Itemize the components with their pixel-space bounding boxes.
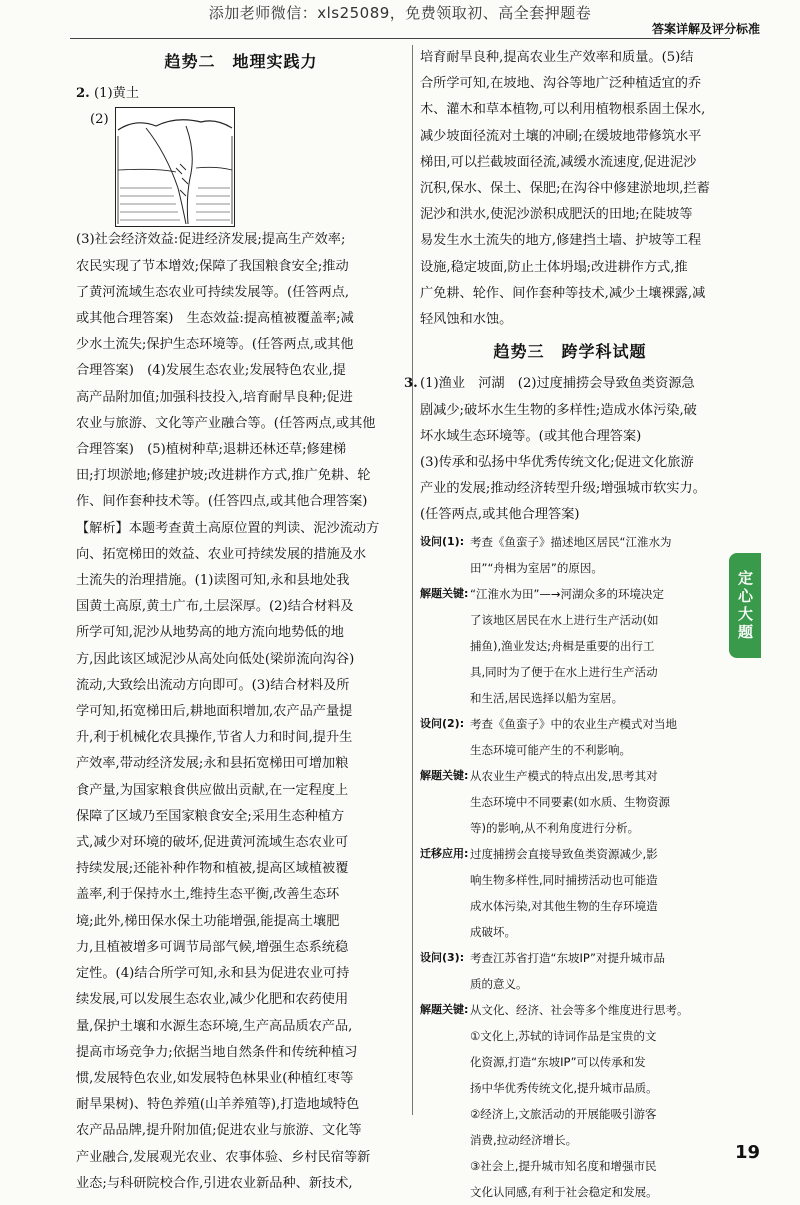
left-text-line: 境;此外,梯田保水保土功能增强,能提高土壤肥 bbox=[76, 913, 340, 929]
note-line: 成水体污染,对其他生物的生存环境造 bbox=[470, 898, 658, 913]
left-text-line: 式,减少对环境的破坏,促进黄河流域生态农业可 bbox=[76, 835, 349, 851]
note-body bbox=[470, 841, 720, 945]
note-label: 设问(2): bbox=[420, 716, 465, 730]
header-title: 答案详解及评分标准 bbox=[651, 22, 760, 36]
note-line: 了该地区居民在水上进行生产活动(如 bbox=[470, 612, 659, 627]
note-label: 解题关键: bbox=[420, 768, 469, 782]
note-body bbox=[470, 581, 720, 711]
q3-text-line: 剧减少;破坏水生生物的多样性;造成水体污染,破 bbox=[420, 402, 697, 418]
left-text-line: 流动,大致绘出流动方向即可。(3)结合材料及所 bbox=[76, 677, 350, 693]
left-text-line: 少水土流失;保护生态环境等。(任答两点,或其他 bbox=[76, 337, 354, 353]
right-text-line: 轻风蚀和水蚀。 bbox=[420, 312, 513, 328]
left-text-line: 惯,发展特色农业,如发展特色林果业(种植红枣等 bbox=[76, 1070, 354, 1086]
note-line: ②经济上,文旅活动的开展能吸引游客 bbox=[470, 1106, 657, 1121]
left-text-line: 方,因此该区域泥沙从高处向低处(梁峁流向沟谷) bbox=[76, 651, 355, 667]
q3-block bbox=[404, 371, 720, 528]
note-block bbox=[420, 581, 720, 711]
note-label: 迁移应用: bbox=[420, 846, 469, 860]
note-line: 扬中华优秀传统文化,提升城市品质。 bbox=[470, 1080, 658, 1095]
note-line: 和生活,居民选择以船为室居。 bbox=[470, 690, 624, 705]
left-text-line: 盖率,利于保持水土,维持生态平衡,改善生态环 bbox=[76, 887, 340, 903]
left-column bbox=[76, 45, 406, 1197]
left-text-line: 续发展,可以发展生态农业,减少化肥和农药使用 bbox=[76, 992, 349, 1008]
right-column bbox=[404, 45, 720, 1205]
note-line: 考查《鱼蛮子》中的农业生产模式对当地 bbox=[470, 716, 677, 731]
q3-text-line: (1)渔业 河湖 (2)过度捕捞会导致鱼类资源急 bbox=[420, 376, 695, 392]
note-line: 响生物多样性,同时捕捞活动也可能造 bbox=[470, 872, 658, 887]
q3-text-line: (3)传承和弘扬中华优秀传统文化;促进文化旅游 bbox=[420, 455, 694, 471]
left-text-line: 持续发展;还能补种作物和植被,提高区域植被覆 bbox=[76, 861, 349, 877]
watermark-text: 添加老师微信：xls25089，免费领取初、高全套押题卷 bbox=[208, 4, 592, 22]
right-top-text bbox=[420, 45, 720, 333]
left-text-line: 作、间作套种技术等。(任答四点,或其他合理答案) bbox=[76, 494, 368, 510]
left-text-line: 合理答案) (5)植树种草;退耕还林还草;修建梯 bbox=[76, 442, 347, 458]
left-text-line: 提高市场竞争力;依据当地自然条件和传统种植习 bbox=[76, 1044, 358, 1060]
left-text-line: 合理答案) (4)发展生态农业;发展特色农业,提 bbox=[76, 363, 346, 379]
right-text-line: 梯田,可以拦截坡面径流,减缓水流速度,促进泥沙 bbox=[420, 154, 697, 170]
q2-part1: (1)黄土 bbox=[93, 86, 140, 102]
note-line: 考查江苏省打造“东坡IP”对提升城市品 bbox=[470, 950, 665, 965]
left-text-line: 升,利于机械化农具操作,节省人力和时间,提升生 bbox=[76, 730, 353, 746]
note-body bbox=[470, 711, 720, 763]
left-text-line: 了黄河流域生态农业可持续发展等。(任答两点, bbox=[76, 284, 350, 300]
left-text-line: 力,且植被增多可调节局部气候,增强生态系统稳 bbox=[76, 939, 349, 955]
note-line: 化资源,打造“东坡IP”可以传承和发 bbox=[470, 1054, 646, 1069]
right-text-line: 培育耐旱良种,提高农业生产效率和质量。(5)结 bbox=[420, 50, 694, 65]
section-title-trend2: 趋势二 地理实践力 bbox=[164, 52, 318, 71]
left-text-line: 或其他合理答案) 生态效益:提高植被覆盖率;减 bbox=[76, 311, 354, 327]
q2-figure-row bbox=[76, 107, 406, 227]
q3-answer-text bbox=[420, 371, 706, 528]
note-line: 消费,拉动经济增长。 bbox=[470, 1132, 578, 1147]
left-text-line: 食产量,为国家粮食供应做出贡献,在一定程度上 bbox=[76, 782, 349, 798]
right-text-line: 易发生水土流失的地方,修建挡土墙、护坡等工程 bbox=[420, 233, 702, 249]
q3-text-line: (任答两点,或其他合理答案) bbox=[420, 507, 580, 523]
right-text-line: 泥沙和洪水,使泥沙淤积成肥沃的田地;在陡坡等 bbox=[420, 207, 693, 223]
left-text-line: 【解析】本题考查黄土高原位置的判读、泥沙流动方 bbox=[76, 520, 380, 536]
note-body bbox=[470, 763, 720, 841]
left-text-line: (3)社会经济效益:促进经济发展;提高生产效率; bbox=[76, 232, 346, 248]
left-text-line: 农产品品牌,提升附加值;促进农业与旅游、文化等 bbox=[76, 1123, 362, 1139]
q2-answer-1 bbox=[76, 81, 406, 107]
note-line: ③社会上,提升城市知名度和增强市民 bbox=[470, 1158, 657, 1173]
note-block bbox=[420, 529, 720, 581]
note-label: 设问(1): bbox=[420, 534, 465, 548]
note-line: 生态环境中不同要素(如水质、生物资源 bbox=[470, 794, 670, 809]
left-text-line: 保障了区域乃至国家粮食安全;采用生态种植方 bbox=[76, 808, 345, 824]
note-label: 解题关键: bbox=[420, 586, 469, 600]
note-line: 捕鱼),渔业发达;舟楫是重要的出行工 bbox=[470, 638, 655, 653]
note-line: 从农业生产模式的特点出发,思考其对 bbox=[470, 768, 658, 783]
note-body bbox=[470, 945, 720, 997]
left-text-line: 农业与旅游、文化等产业融合等。(任答两点,或其他 bbox=[76, 415, 376, 431]
note-line: 质的意义。 bbox=[470, 976, 528, 991]
note-label: 解题关键: bbox=[420, 1002, 469, 1016]
page-number: 19 bbox=[734, 1142, 760, 1163]
column-divider bbox=[412, 45, 413, 1115]
right-text-line: 合所学可知,在坡地、沟谷等地广泛种植适宜的乔 bbox=[420, 76, 702, 92]
left-text-line: 定性。(4)结合所学可知,永和县为促进农业可持 bbox=[76, 966, 350, 982]
left-text-line: 量,保护土壤和水源生态环境,生产高品质农产品, bbox=[76, 1018, 353, 1034]
q3-text-line: 坏水域生态环境等。(或其他合理答案) bbox=[420, 428, 642, 444]
annotation-notes bbox=[420, 529, 720, 1205]
note-line: “江淮水为田”—→河湖众多的环境决定 bbox=[470, 586, 665, 601]
left-text-line: 所学可知,泥沙从地势高的地方流向地势低的地 bbox=[76, 625, 344, 641]
left-text-line: 土流失的治理措施。(1)读图可知,永和县地处我 bbox=[76, 573, 350, 589]
note-line: 考查《鱼蛮子》描述地区居民“江淮水为 bbox=[470, 534, 672, 549]
left-text-line: 业态;与科研院校合作,引进农业新品种、新技术, bbox=[76, 1175, 353, 1191]
note-line: 从文化、经济、社会等多个维度进行思考。 bbox=[470, 1002, 689, 1017]
note-line: 具,同时为了便于在水上进行生产活动 bbox=[470, 664, 658, 679]
note-label: 设问(3): bbox=[420, 950, 465, 964]
right-text-line: 设施,稳定坡面,防止土体坍塌;改进耕作方式,推 bbox=[420, 259, 688, 275]
note-block bbox=[420, 841, 720, 945]
note-line: 成破坏。 bbox=[470, 924, 516, 939]
note-block bbox=[420, 945, 720, 997]
q3-text-line: 产业的发展;推动经济转型升级;增强城市软实力。 bbox=[420, 481, 706, 497]
right-text-line: 沉积,保水、保土、保肥;在沟谷中修建淤地坝,拦蓄 bbox=[420, 181, 710, 197]
q2-number: 2. bbox=[76, 86, 90, 102]
q3-number: 3. bbox=[404, 376, 418, 392]
note-block bbox=[420, 763, 720, 841]
left-text-line: 向、拓宽梯田的效益、农业可持续发展的措施及水 bbox=[76, 546, 367, 562]
left-text-line: 农民实现了节本增效;保障了我国粮食安全;推动 bbox=[76, 258, 349, 274]
q2-part2-label: (2) bbox=[90, 112, 109, 128]
right-text-line: 广免耕、轮作、间作套种等技术,减少土壤裸露,减 bbox=[420, 285, 706, 301]
note-line: 文化认同感,有利于社会稳定和发展。 bbox=[470, 1184, 658, 1199]
side-tab: 定心大题 bbox=[729, 553, 761, 658]
note-block bbox=[420, 711, 720, 763]
left-text-line: 田;打坝淤地;修建护坡;改进耕作方式,推广免耕、轮 bbox=[76, 468, 371, 484]
note-line: 田”“舟楫为室居”的原因。 bbox=[470, 560, 603, 575]
left-text-line: 产效率,带动经济发展;永和县拓宽梯田可增加粮 bbox=[76, 756, 349, 772]
note-line: 等)的影响,从不利角度进行分析。 bbox=[470, 820, 640, 835]
right-text-line: 减少坡面径流对土壤的冲刷;在缓坡地带修筑水平 bbox=[420, 128, 702, 144]
note-line: 生态环境可能产生的不利影响。 bbox=[470, 742, 631, 757]
right-text-line: 木、灌木和草本植物,可以利用植物根系固土保水, bbox=[420, 102, 706, 118]
note-line: 过度捕捞会直接导致鱼类资源减少,影 bbox=[470, 846, 658, 861]
left-text-line: 高产品附加值;加强科技投入,培育耐旱良种;促进 bbox=[76, 389, 353, 405]
note-line: ①文化上,苏轼的诗词作品是宝贵的文 bbox=[470, 1028, 657, 1043]
section-title-trend3: 趋势三 跨学科试题 bbox=[493, 342, 647, 362]
header-rule bbox=[70, 38, 730, 39]
note-block bbox=[420, 997, 720, 1205]
left-text-line: 产业融合,发展观光农业、农事体验、乡村民宿等新 bbox=[76, 1149, 371, 1165]
note-body bbox=[470, 529, 720, 581]
left-text-line: 学可知,拓宽梯田后,耕地面积增加,农产品产量提 bbox=[76, 704, 353, 720]
left-text-line: 国黄土高原,黄土广布,土层深厚。(2)结合材料及 bbox=[76, 599, 354, 615]
left-text-line: 耐旱果树)、特色养殖(山羊养殖等),打造地域特色 bbox=[76, 1097, 360, 1113]
left-body-text bbox=[76, 227, 406, 1197]
terrain-sketch-svg bbox=[116, 108, 234, 226]
terrain-sketch-figure bbox=[115, 107, 235, 227]
note-body bbox=[470, 997, 720, 1205]
